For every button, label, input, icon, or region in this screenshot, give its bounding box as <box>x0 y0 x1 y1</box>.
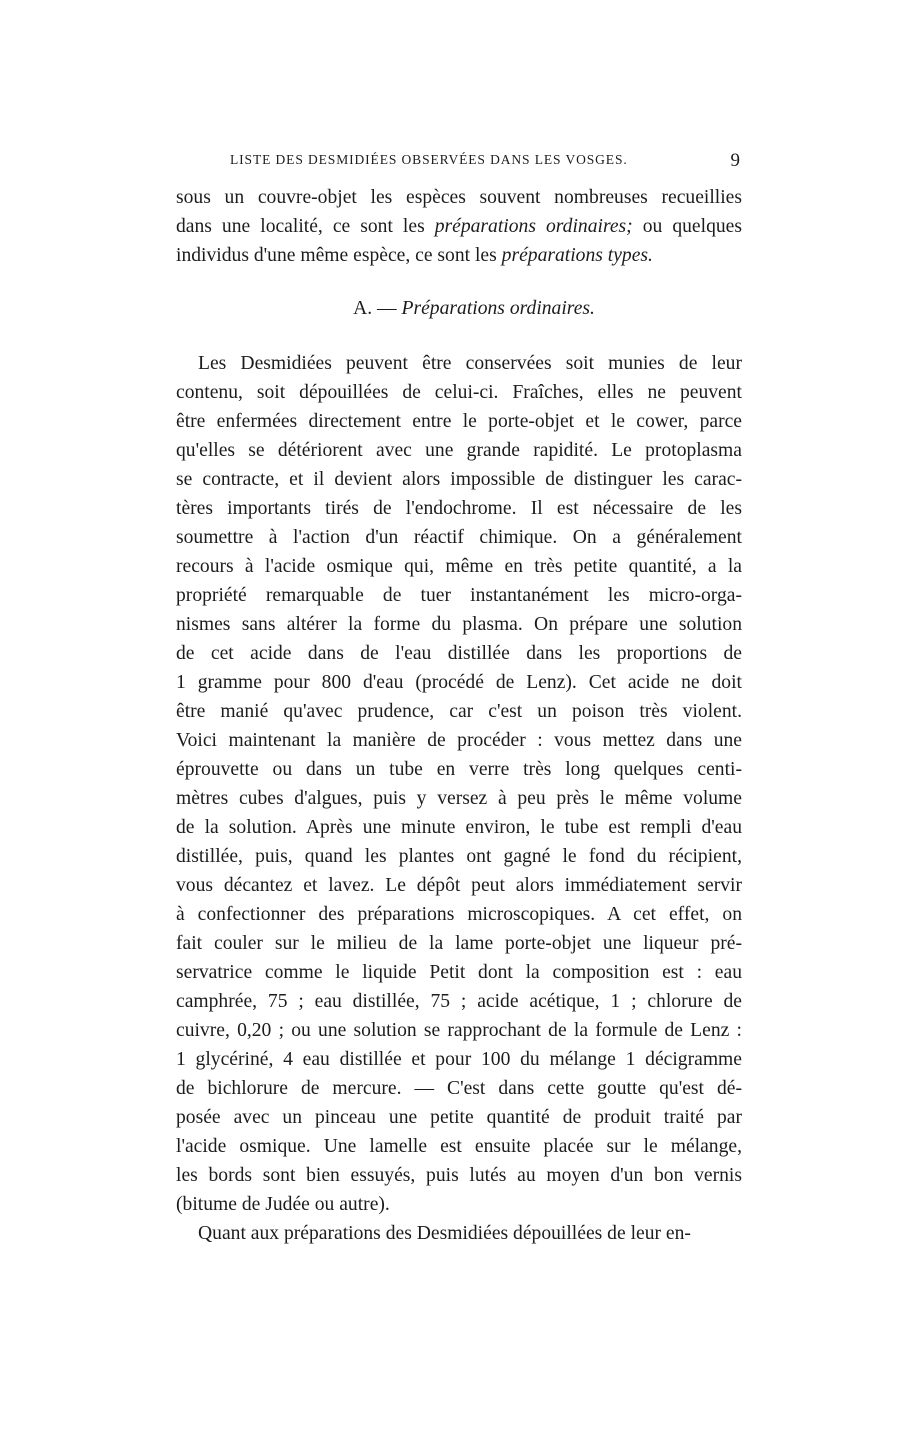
intro-line-2-text-b: ou quelques <box>632 216 742 237</box>
paragraph-1-line-30: (bitume de Judée ou autre). <box>176 1194 390 1215</box>
paragraph-1 <box>176 349 742 1219</box>
paragraph-1-line-29: les bords sont bien essuyés, puis lutés au moyen d'un bon vernis <box>176 1165 742 1186</box>
paragraph-1-line-3: être enfermées directement entre le porte-objet et le cower, parce <box>176 411 742 432</box>
intro-line-2-text-a: dans une localité, ce sont les <box>176 216 435 237</box>
paragraph-1-line-21: fait couler sur le milieu de la lame porte-objet une liqueur pré- <box>176 933 742 954</box>
section-heading-title: Préparations ordinaires. <box>401 298 595 319</box>
paragraph-1-line-24: cuivre, 0,20 ; ou une solution se rapprochant de la formule de Lenz : <box>176 1020 742 1041</box>
page-number: 9 <box>730 150 740 171</box>
paragraph-1-line-13: être manié qu'avec prudence, car c'est un poison très violent. <box>176 701 742 722</box>
paragraph-1-line-1: Les Desmidiées peuvent être conservées soit munies de leur <box>198 353 742 374</box>
section-heading-prefix: A. — <box>353 298 402 319</box>
paragraph-1-line-25: 1 glycériné, 4 eau distillée et pour 100 du mélange 1 décigramme <box>176 1049 742 1070</box>
paragraph-1-line-7: soumettre à l'action d'un réactif chimique. On a généralement <box>176 527 742 548</box>
paragraph-1-line-2: contenu, soit dépouillées de celui-ci. Fraîches, elles ne peuvent <box>176 382 742 403</box>
paragraph-1-line-18: distillée, puis, quand les plantes ont gagné le fond du récipient, <box>176 846 742 867</box>
section-heading <box>176 294 742 323</box>
paragraph-1-line-14: Voici maintenant la manière de procéder : vous mettez dans une <box>176 730 742 751</box>
paragraph-1-line-9: propriété remarquable de tuer instantanément les micro-orga- <box>176 585 742 606</box>
paragraph-1-line-4: qu'elles se détériorent avec une grande rapidité. Le protoplasma <box>176 440 742 461</box>
paragraph-1-line-17: de la solution. Après une minute environ, le tube est rempli d'eau <box>176 817 742 838</box>
paragraph-1-line-8: recours à l'acide osmique qui, même en très petite quantité, a la <box>176 556 742 577</box>
paragraph-1-line-26: de bichlorure de mercure. — C'est dans cette goutte qu'est dé- <box>176 1078 742 1099</box>
intro-line-2 <box>176 212 742 241</box>
running-title: LISTE DES DESMIDIÉES OBSERVÉES DANS LES VOSGES. <box>230 152 628 167</box>
paragraph-1-line-10: nismes sans altérer la forme du plasma. On prépare une solution <box>176 614 742 635</box>
paragraph-1-line-20: à confectionner des préparations microscopiques. A cet effet, on <box>176 904 742 925</box>
running-head <box>178 152 744 174</box>
paragraph-1-line-15: éprouvette ou dans un tube en verre très long quelques centi- <box>176 759 742 780</box>
paragraph-2 <box>176 1219 742 1248</box>
paragraph-1-line-12: 1 gramme pour 800 d'eau (procédé de Lenz). Cet acide ne doit <box>176 672 742 693</box>
paragraph-1-line-28: l'acide osmique. Une lamelle est ensuite placée sur le mélange, <box>176 1136 742 1157</box>
paragraph-1-line-5: se contracte, et il devient alors impossible de distinguer les carac- <box>176 469 742 490</box>
intro-line-1: sous un couvre-objet les espèces souvent nombreuses recueillies <box>176 187 742 208</box>
paragraph-1-line-6: tères importants tirés de l'endochrome. Il est nécessaire de les <box>176 498 742 519</box>
intro-line-3 <box>176 241 742 270</box>
intro-line-3-emphasis: préparations types. <box>501 245 653 266</box>
intro-line-2-emphasis: préparations ordinaires; <box>434 216 633 237</box>
paragraph-1-line-22: servatrice comme le liquide Petit dont la composition est : eau <box>176 962 742 983</box>
paragraph-1-line-11: de cet acide dans de l'eau distillée dans les proportions de <box>176 643 742 664</box>
paragraph-1-line-16: mètres cubes d'algues, puis y versez à peu près le même volume <box>176 788 742 809</box>
paragraph-1-line-19: vous décantez et lavez. Le dépôt peut alors immédiatement servir <box>176 875 742 896</box>
paragraph-2-line-1: Quant aux préparations des Desmidiées dépouillées de leur en- <box>198 1223 691 1244</box>
intro-line-3-text: individus d'une même espèce, ce sont les <box>176 245 502 266</box>
body-text <box>176 183 742 1248</box>
paragraph-1-line-27: posée avec un pinceau une petite quantité de produit traité par <box>176 1107 742 1128</box>
paragraph-1-line-23: camphrée, 75 ; eau distillée, 75 ; acide acétique, 1 ; chlorure de <box>176 991 742 1012</box>
